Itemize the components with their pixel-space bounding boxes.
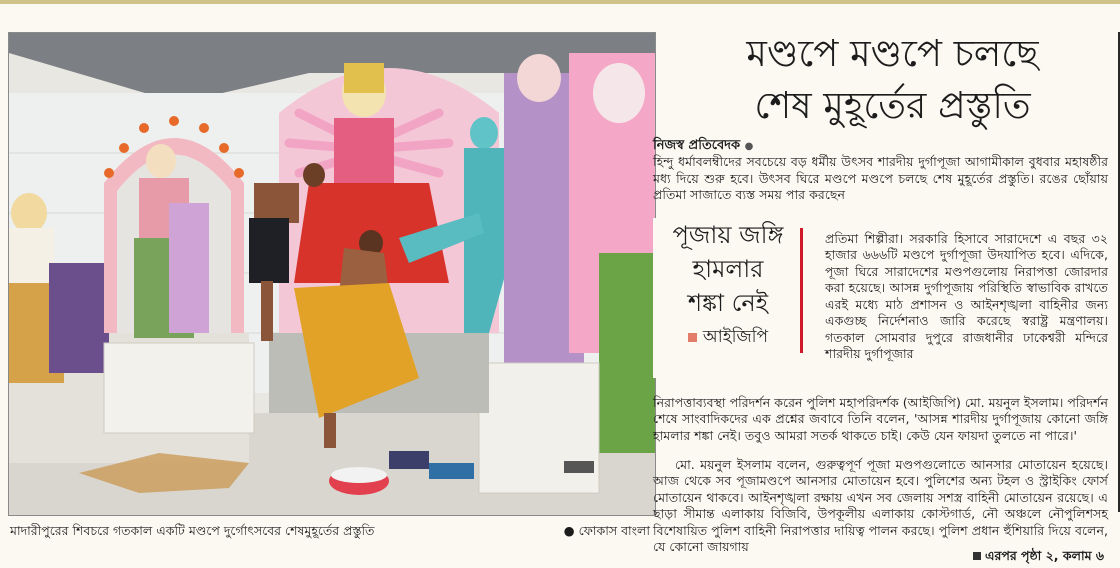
continued-text: এরপর পৃষ্ঠা ২, কলাম ৬ xyxy=(984,548,1104,563)
pull-quote-line-1: পূজায় জঙ্গি xyxy=(672,221,784,249)
pull-quote-line-2: হামলার xyxy=(692,255,764,283)
pull-quote-divider xyxy=(800,228,803,353)
paragraph-1: হিন্দু ধর্মাবলম্বীদের সবচেয়ে বড় ধর্মীয় উৎসব শারদীয় দুর্গাপূজা আগামীকাল বুধবার মহাষষ্ঠীর মধ্য দিয়ে শুরু হবে। উৎসব ঘিরে মণ্ডপে মণ্ডপে চলছে শেষ মুহূর্তের প্রস্তুতি। রঙের ছোঁয়ায় প্রতিমা সাজাতে ব্যস্ত সময় পার করছেন xyxy=(653,154,1108,202)
photo-caption xyxy=(8,521,654,541)
paragraph-2: প্রতিমা শিল্পীরা। সরকারি হিসাবে সারাদেশে এ বছর ৩২ হাজার ৬৬৬টি মণ্ডপে দুর্গাপূজা উদযাপিত হবে। এদিকে, পূজা ঘিরে সারাদেশের মণ্ডপগুলোয় নিরাপত্তা জোরদার করা হয়েছে। আসন্ন দুর্গাপূজায় পরিস্থিতি স্বাভাবিক রাখতে এরই মধ্যে মাঠ প্রশাসন ও আইনশৃঙ্খলা বাহিনীর জন্য একগুচ্ছ নির্দেশনাও জারি করেছে স্বরাষ্ট্র মন্ত্রণালয়। গতকাল সোমবার দুপুরে রাজধানীর ঢাকেশ্বরী মন্দিরে শারদীয় দুর্গাপূজার xyxy=(825,230,1108,362)
pull-quote-source-wrap xyxy=(653,324,803,352)
paragraph-3: নিরাপত্তাব্যবস্থা পরিদর্শন করেন পুলিশ মহাপরিদর্শক (আইজিপি) মো. ময়নুল ইসলাম। পরিদর্শন শেষে সাংবাদিকদের এক প্রশ্নের জবাবে তিনি বলেন, 'আসন্ন শারদীয় দুর্গাপূজায় কোনো জঙ্গি হামলার শঙ্কা নেই। তবুও আমরা সতর্ক থাকতে চাই। কেউ যেন ফায়দা তুলতে না পারে।' xyxy=(653,394,1109,443)
caption-text: মাদারীপুরের শিবচরে গতকাল একটি মণ্ডপে দুর্গোৎসবের শেষমুহূর্তের প্রস্তুতি xyxy=(10,523,375,538)
headline xyxy=(675,28,1110,132)
pull-quote xyxy=(653,218,803,378)
caption-credit-wrap xyxy=(564,523,650,543)
pull-quote-line-3: শঙ্কা নেই xyxy=(687,289,769,317)
article-body-main xyxy=(653,382,1108,568)
caption-credit: ফোকাস বাংলা xyxy=(578,523,650,538)
top-rule xyxy=(0,0,1120,4)
article-body-intro xyxy=(653,154,1108,204)
headline-line-2: শেষ মুহূর্তের প্রস্তুতি xyxy=(754,84,1031,127)
continued-on xyxy=(973,548,1104,568)
byline-text: নিজস্ব প্রতিবেদক xyxy=(653,138,741,153)
square-icon xyxy=(688,333,697,342)
photo-illustration xyxy=(9,33,655,515)
bullet-icon: ● xyxy=(744,141,754,152)
square-icon xyxy=(973,552,981,560)
article-body-wrap xyxy=(825,218,1108,375)
pull-quote-source: আইজিপি xyxy=(702,327,769,347)
paragraph-4: মো. ময়নুল ইসলাম বলেন, গুরুত্বপূর্ণ পূজা মণ্ডপগুলোতে আনসার মোতায়েন হয়েছে। আজ থেকে সব পূজামণ্ডপে আনসার মোতায়েন হবে। পুলিশের অন্য টহল ও স্ট্রাইকিং ফোর্স মোতায়েন থাকবে। আইনশৃঙ্খলা রক্ষায় এখন সব জেলায় সশস্ত্র বাহিনী মোতায়েন রয়েছে। এ ছাড়া সীমান্ত এলাকায় বিজিবি, উপকূলীয় এলাকায় কোস্টগার্ড, নৌ অঞ্চলে নৌপুলিশসহ বিশেষায়িত পুলিশ বাহিনী নিরাপত্তার দায়িত্ব পালন করছে। পুলিশ প্রধান হুঁশিয়ারি দিয়ে বলেন, যে কোনো জায়গায় xyxy=(653,456,1108,555)
article xyxy=(653,28,1110,563)
news-photo xyxy=(8,32,656,516)
bullet-icon: ● xyxy=(563,523,579,538)
headline-line-1: মণ্ডপে মণ্ডপে চলছে xyxy=(746,32,1039,75)
